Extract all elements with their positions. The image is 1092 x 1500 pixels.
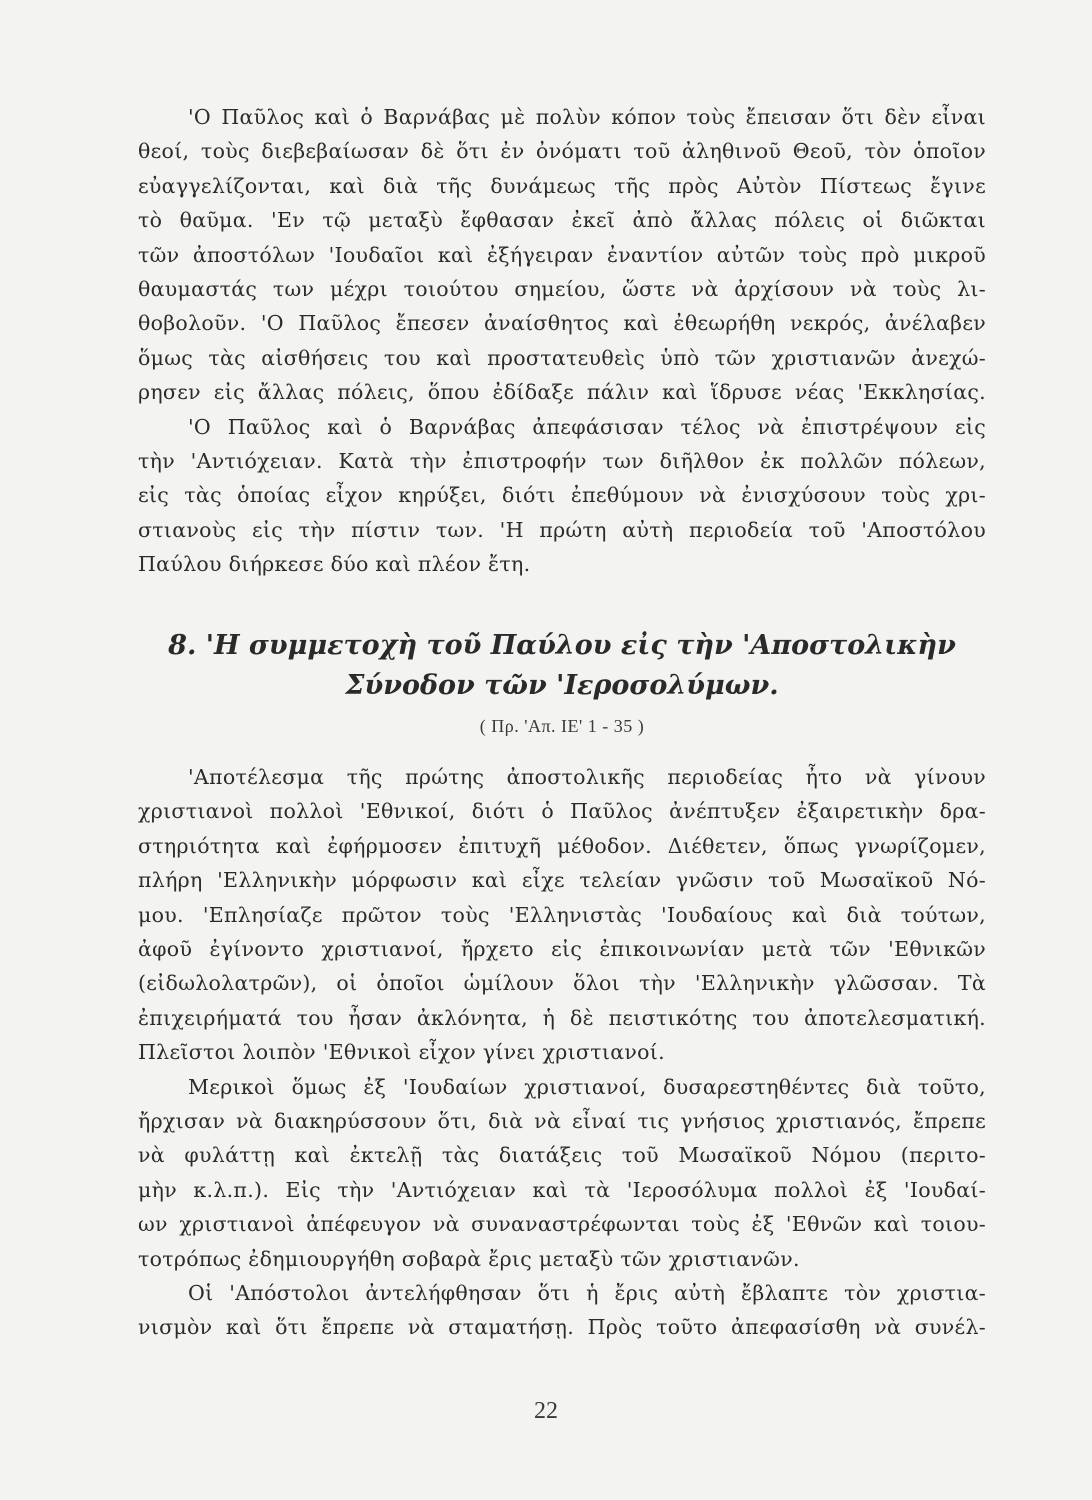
text-line: ων χριστιανοὶ ἀπέφευγον νὰ συναναστρέφωνται τοὺς ἐξ 'Εθνῶν καὶ τοιου- [138, 1212, 986, 1237]
text-line: ἀφοῦ ἐγίνοντο χριστιανοί, ἤρχετο εἰς ἐπικοινωνίαν μετὰ τῶν 'Εθνικῶν [138, 936, 986, 961]
page-number: 22 [534, 1398, 558, 1424]
text-line: εἰς τὰς ὁποίας εἶχον κηρύξει, διότι ἐπεθύμουν νὰ ἐνισχύσουν τοὺς χρι- [138, 483, 986, 508]
paragraph-1 [138, 100, 986, 410]
paragraph-2 [138, 410, 986, 582]
text-line: 'Αποτέλεσμα τῆς πρώτης ἀποστολικῆς περιοδείας ἦτο νὰ γίνουν [188, 765, 986, 789]
paragraph-5 [138, 1276, 986, 1345]
text-line: τῶν ἀποστόλων 'Ιουδαῖοι καὶ ἐξήγειραν ἐναντίον αὐτῶν τοὺς πρὸ μικροῦ [138, 242, 986, 267]
text-line: εὐαγγελίζονται, καὶ διὰ τῆς δυνάμεως τῆς πρὸς Αὐτὸν Πίστεως ἔγινε [138, 173, 986, 198]
text-line: θεοί, τοὺς διεβεβαίωσαν δὲ ὅτι ἐν ὀνόματι τοῦ ἀληθινοῦ Θεοῦ, τὸν ὁποῖον [138, 139, 986, 164]
text-line: Παύλου διήρκεσε δύο καὶ πλέον ἔτη. [138, 552, 531, 577]
text-line: στιανοὺς εἰς τὴν πίστιν των. 'Η πρώτη αὐτὴ περιοδεία τοῦ 'Αποστόλου [138, 517, 986, 542]
text-line: (εἰδωλολατρῶν), οἱ ὁποῖοι ὡμίλουν ὅλοι τὴν 'Ελληνικὴν γλῶσσαν. Τὰ [138, 971, 986, 996]
text-line: τὸ θαῦμα. 'Εν τῷ μεταξὺ ἔφθασαν ἐκεῖ ἀπὸ ἄλλας πόλεις οἱ διῶκται [138, 208, 986, 233]
section-title-line-1: 8. 'Η συμμετοχὴ τοῦ Παύλου εἰς τὴν 'Αποστολικὴν [168, 630, 956, 661]
text-line: Οἱ 'Απόστολοι ἀντελήφθησαν ὅτι ἡ ἔρις αὐτὴ ἔβλαπτε τὸν χριστια- [188, 1281, 986, 1305]
paragraph-4 [138, 1070, 986, 1276]
text-line: μου. 'Επλησίαζε πρῶτον τοὺς 'Ελληνιστὰς 'Ιουδαίους καὶ διὰ τούτων, [138, 902, 986, 927]
text-line: 'Ο Παῦλος καὶ ὁ Βαρνάβας ἀπεφάσισαν τέλος νὰ ἐπιστρέψουν εἰς [188, 414, 986, 439]
text-line: ρησεν εἰς ἄλλας πόλεις, ὅπου ἐδίδαξε πάλιν καὶ ἵδρυσε νέας 'Εκκλησίας. [138, 380, 986, 405]
text-line: ἐπιχειρήματά του ἦσαν ἀκλόνητα, ἡ δὲ πειστικότης του ἀποτελεσματική. [138, 1005, 986, 1030]
text-line: μὴν κ.λ.π.). Εἰς τὴν 'Αντιόχειαν καὶ τὰ 'Ιεροσόλυμα πολλοὶ ἐξ 'Ιουδαί- [138, 1177, 986, 1202]
text-line: θαυμαστάς των μέχρι τοιούτου σημείου, ὥστε νὰ ἀρχίσουν νὰ τοὺς λι- [138, 276, 986, 301]
paragraph-3 [138, 760, 986, 1070]
text-line: στηριότητα καὶ ἐφήρμοσεν ἐπιτυχῆ μέθοδον. Διέθετεν, ὅπως γνωρίζομεν, [138, 833, 986, 858]
text-line: ἤρχισαν νὰ διακηρύσσουν ὅτι, διὰ νὰ εἶναί τις γνήσιος χριστιανός, ἔπρεπε [138, 1108, 986, 1133]
text-line: τοτρόπως ἐδημιουργήθη σοβαρὰ ἔρις μεταξὺ τῶν χριστιανῶν. [138, 1246, 800, 1271]
text-line: θοβολοῦν. 'Ο Παῦλος ἔπεσεν ἀναίσθητος καὶ ἐθεωρήθη νεκρός, ἀνέλαβεν [138, 311, 986, 336]
text-line: Πλεῖστοι λοιπὸν 'Εθνικοὶ εἶχον γίνει χριστιανοί. [138, 1040, 665, 1065]
text-line: Μερικοὶ ὅμως ἐξ 'Ιουδαίων χριστιανοί, δυσαρεστηθέντες διὰ τοῦτο, [188, 1074, 986, 1099]
text-line: 'Ο Παῦλος καὶ ὁ Βαρνάβας μὲ πολὺν κόπον τοὺς ἔπεισαν ὅτι δὲν εἶναι [188, 105, 986, 129]
text-line: ὅμως τὰς αἰσθήσεις του καὶ προστατευθεὶς ὑπὸ τῶν χριστιανῶν ἀνεχώ- [138, 345, 986, 370]
text-line: πλήρη 'Ελληνικὴν μόρφωσιν καὶ εἶχε τελείαν γνῶσιν τοῦ Μωσαϊκοῦ Νό- [138, 868, 986, 893]
section-title-line-2: Σύνοδον τῶν 'Ιεροσολύμων. [345, 670, 779, 701]
text-line: χριστιανοὶ πολλοὶ 'Εθνικοί, διότι ὁ Παῦλος ἀνέπτυξεν ἐξαιρετικὴν δρα- [138, 799, 986, 824]
scripture-reference: ( Πρ. 'Απ. ΙΕ' 1 - 35 ) [479, 716, 645, 736]
text-line: νισμὸν καὶ ὅτι ἔπρεπε νὰ σταματήσῃ. Πρὸς τοῦτο ἀπεφασίσθη νὰ συνέλ- [138, 1315, 986, 1340]
text-line: νὰ φυλάττῃ καὶ ἐκτελῇ τὰς διατάξεις τοῦ Μωσαϊκοῦ Νόμου (περιτο- [138, 1143, 986, 1168]
text-line: τὴν 'Αντιόχειαν. Κατὰ τὴν ἐπιστροφήν των διῆλθον ἐκ πολλῶν πόλεων, [138, 448, 986, 473]
